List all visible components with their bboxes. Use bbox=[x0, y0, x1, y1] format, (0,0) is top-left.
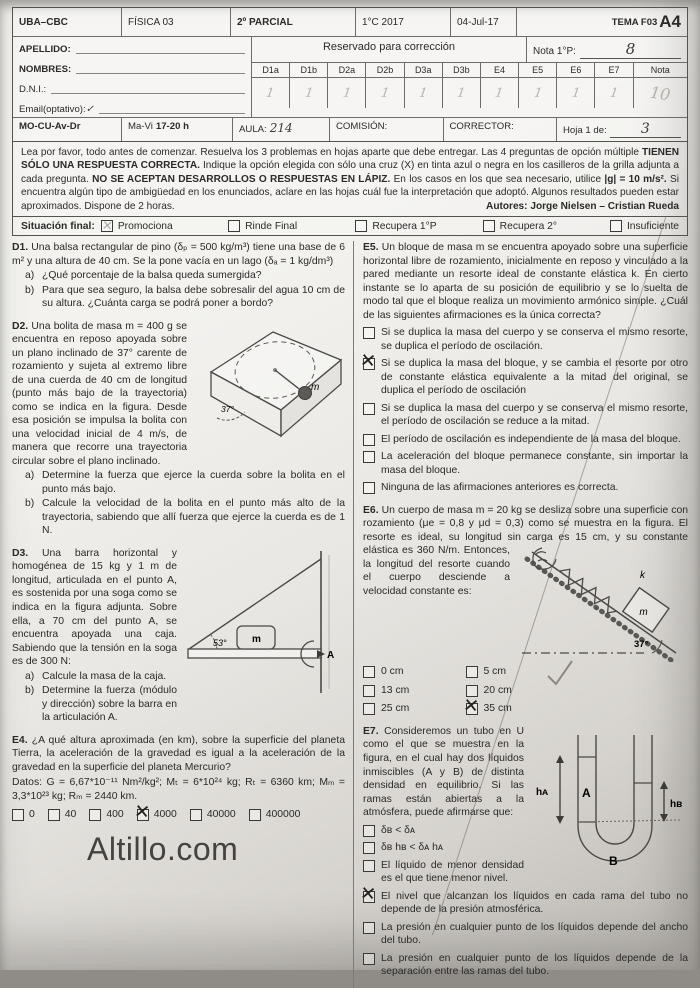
problem-d3 bbox=[12, 547, 345, 725]
e6-incline-spring-figure bbox=[516, 544, 688, 662]
grade-col: Nota bbox=[634, 63, 687, 78]
checkbox bbox=[190, 809, 202, 821]
e6-options bbox=[363, 665, 568, 716]
apellido-label: APELLIDO: bbox=[19, 44, 71, 55]
checkbox bbox=[483, 220, 495, 232]
grade-mark: 1 bbox=[532, 84, 543, 102]
dni-label: D.N.I.: bbox=[19, 84, 47, 95]
e4-option bbox=[48, 808, 77, 822]
e4-option bbox=[249, 808, 301, 822]
item-text: Para que sea seguro, la balsa debe sobresalir del agua 10 cm de su altura. ¿Cuánta carga se podrá poner a bordo? bbox=[42, 284, 345, 310]
problem-id: E4. bbox=[12, 734, 28, 746]
correction-area bbox=[252, 37, 687, 117]
e7-option bbox=[363, 952, 688, 979]
situacion-option-recupera-1p bbox=[355, 220, 482, 232]
option-text: Si se duplica la masa del cuerpo y se conserva el mismo resorte, el período de oscilación se reduce a la mitad. bbox=[381, 402, 688, 428]
problem-e5 bbox=[358, 241, 688, 495]
problem-id: D3. bbox=[12, 547, 29, 559]
tema-label: TEMA F03 bbox=[611, 16, 658, 28]
problem-item bbox=[25, 469, 345, 496]
grade-mark: 1 bbox=[570, 84, 581, 102]
hoja-cell bbox=[557, 118, 687, 141]
problem-text: Una bolita de masa m = 400 g se encuentra en reposo apoyada sobre un plano inclinado de 37° carente de rozamiento y sujeta al extremo libre de una cuerda de 40 cm de longitud (punto más bajo de la trayectoria) como se indica en la figura. Desde esa posición se impulsa la bolita con una velocidad inicial de 4 m/s, de manera que recorre una trayectoria circular sobre el plano inclinado. bbox=[12, 320, 188, 467]
option-label: 20 cm bbox=[483, 684, 512, 696]
checkbox bbox=[355, 220, 367, 232]
e4-option bbox=[12, 808, 35, 822]
checkbox bbox=[363, 434, 375, 446]
check-mark: ✕ bbox=[461, 695, 480, 718]
checkbox bbox=[363, 685, 375, 697]
grade-col: D2a bbox=[328, 63, 366, 78]
grade-col: D1a bbox=[252, 63, 290, 78]
problem-item bbox=[25, 670, 177, 684]
instructions-bold-2: NO SE ACEPTAN DESARROLLOS O RESPUESTAS EN LÁPIZ. bbox=[92, 173, 391, 185]
situacion-option-recupera-2 bbox=[483, 220, 610, 232]
d3-bar-rope-figure bbox=[183, 547, 345, 695]
grade-grid-header bbox=[252, 63, 687, 78]
item-marker: b) bbox=[25, 284, 35, 296]
horas-label: 17-20 h bbox=[155, 121, 189, 132]
checkbox bbox=[363, 703, 375, 715]
option-label: Insuficiente bbox=[626, 220, 680, 232]
grade-mark: 1 bbox=[418, 84, 429, 102]
check-mark: ✕ bbox=[101, 217, 114, 234]
problem-e7 bbox=[358, 725, 688, 979]
hoja-value: 3 bbox=[610, 121, 681, 138]
option-label: 40000 bbox=[206, 809, 236, 821]
grade-col: E4 bbox=[481, 63, 519, 78]
item-text: ¿Qué porcentaje de la balsa queda sumergida? bbox=[42, 270, 262, 282]
grade-col: E5 bbox=[519, 63, 557, 78]
exam-header bbox=[12, 7, 688, 142]
e6-option bbox=[363, 665, 466, 679]
option-label: 35 cm bbox=[483, 703, 512, 715]
situacion-option-promociona bbox=[101, 217, 228, 234]
two-column-body bbox=[12, 241, 688, 988]
grade-col: D3b bbox=[443, 63, 481, 78]
option-label: 0 bbox=[29, 809, 35, 821]
grade-col: E6 bbox=[557, 63, 595, 78]
turno-label: MO-CU-Av-Dr bbox=[13, 118, 122, 141]
problem-item bbox=[25, 497, 345, 538]
gravity-value: |g| = 10 m/s². bbox=[604, 173, 667, 185]
angle-label: 53° bbox=[213, 637, 227, 648]
problem-text: Un bloque de masa m se encuentra apoyado sobre una superficie horizontal libre de rozamiento, inicialmente en reposo y vinculado a la pared mediante un resorte ideal de constante elástica k. En cierto instante se lo aparta de su posición de equilibrio y se lo suelta de modo tal que el bloque realiza un movimiento armónico simple. ¿Cuál de las siguientes afirmaciones es la única correcta? bbox=[363, 242, 688, 321]
option-label: Promociona bbox=[117, 220, 173, 232]
e4-option bbox=[190, 808, 236, 822]
e7-option bbox=[363, 859, 524, 886]
nombres-label: NOMBRES: bbox=[19, 64, 72, 75]
liquid-b-label: B bbox=[609, 853, 618, 868]
item-text: Calcule la velocidad de la bolita en el punto más alto de la trayectoria, sabiendo que allí fuerza que ejerce la cuerda es de 1 N. bbox=[42, 498, 345, 537]
checkbox bbox=[363, 482, 375, 494]
liquid-a-label: A bbox=[582, 785, 591, 800]
grade-col: D2b bbox=[366, 63, 404, 78]
grade-total-mark: 10 bbox=[648, 82, 672, 104]
e6-option bbox=[461, 695, 569, 718]
aula-value: 214 bbox=[269, 121, 293, 135]
exam-date: 04-Jul-17 bbox=[451, 8, 517, 36]
header-bottom-row bbox=[13, 117, 687, 141]
grade-mark: 1 bbox=[608, 84, 620, 102]
grade-col: E7 bbox=[595, 63, 633, 78]
item-text: Determine la fuerza (módulo y dirección) sobre la barra en la articulación A. bbox=[42, 685, 177, 724]
reservado-label: Reservado para corrección bbox=[252, 37, 527, 62]
student-fields bbox=[13, 37, 252, 117]
e7-u-tube-figure bbox=[530, 725, 688, 875]
course-label: FÍSICA 03 bbox=[122, 8, 231, 36]
left-column bbox=[12, 241, 353, 988]
e5-option bbox=[363, 481, 688, 495]
option-text: El líquido de menor densidad es el que tiene menor nivel. bbox=[381, 859, 524, 885]
item-text: Determine la fuerza que ejerce la cuerda sobre la bolita en el punto más bajo. bbox=[42, 470, 345, 495]
dias-label: Ma-Vi bbox=[128, 121, 153, 132]
item-marker: b) bbox=[25, 498, 35, 510]
checkbox bbox=[48, 809, 60, 821]
checkbox bbox=[363, 953, 375, 965]
e6-option bbox=[363, 684, 466, 698]
e4-datos: Datos: G = 6,67*10⁻¹¹ Nm²/kg²; Mₜ = 6*10²⁴ kg; Rₜ = 6360 km; Mₘ = 3,3*10²³ kg; Rₘ = 2440 km. bbox=[12, 777, 345, 802]
instructions-text: En los casos en los que sea necesario, utilice bbox=[390, 173, 605, 185]
option-label: Rinde Final bbox=[245, 220, 298, 232]
checkbox bbox=[363, 860, 375, 872]
check-mark: ✕ bbox=[358, 882, 377, 906]
checkbox bbox=[363, 922, 375, 934]
angle-label: 37° bbox=[221, 403, 234, 414]
checkbox bbox=[363, 842, 375, 854]
exam-type-label: 2º PARCIAL bbox=[231, 8, 356, 36]
altillo-watermark: Altillo.com bbox=[87, 830, 239, 867]
check-mark: ✕ bbox=[358, 350, 377, 374]
corrector-label: CORRECTOR: bbox=[444, 118, 558, 141]
e5-option bbox=[358, 350, 688, 398]
instructions-text: Si encuentra algún tipo de ambigüedad en los enunciados, aclare en las hojas cuál fue la interpretación que adoptó. Algunos resultados pueden estar aproximados. Dispone de 2 horas. bbox=[21, 173, 679, 212]
option-label: 4000 bbox=[153, 809, 177, 821]
e5-option bbox=[363, 450, 688, 477]
problem-text: Un cuerpo de masa m = 20 kg se desliza sobre una superficie con rozamiento (μe = 0,8 y μd = 0,3) como se muestra en la figura. El resorte es ideal, su longitud sin carga es 15 cm, y bbox=[363, 504, 688, 543]
problem-d1 bbox=[12, 241, 345, 311]
checkbox bbox=[363, 666, 375, 678]
e6-option bbox=[466, 665, 569, 679]
item-marker: a) bbox=[25, 470, 35, 482]
checkbox bbox=[249, 809, 261, 821]
d2-inclined-plane-figure bbox=[193, 320, 345, 446]
problem-item bbox=[25, 284, 345, 311]
e5-option bbox=[363, 433, 688, 447]
problem-d2 bbox=[12, 320, 345, 538]
problem-text: ¿A qué altura aproximada (en km), sobre la superficie del planeta Tierra, la aceleración de la gravedad es igual a la aceleración de la gravedad en la superficie del planeta Mercurio? bbox=[12, 734, 345, 773]
option-text: Si se duplica la masa del cuerpo y se conserva el mismo resorte, se duplica el período de oscilación. bbox=[381, 327, 688, 352]
checkbox bbox=[101, 217, 114, 234]
option-text: El nivel que alcanzan los líquidos en cada rama del tubo no depende de la presión atmosférica. bbox=[381, 890, 688, 916]
e6-option bbox=[363, 702, 466, 716]
option-text: Si se duplica la masa del bloque, y se cambia el resorte por otro de constante elástica equivalente a la mitad del original, se duplica el período de oscilación bbox=[381, 358, 688, 397]
nota-1p-label: Nota 1°P: bbox=[533, 46, 576, 57]
e7-option bbox=[363, 824, 524, 838]
checkbox bbox=[89, 809, 101, 821]
grade-mark: 1 bbox=[456, 84, 467, 102]
problem-e4 bbox=[12, 734, 345, 822]
e7-option bbox=[358, 882, 688, 917]
option-text: La presión en cualquier punto de los líquidos depende del ancho del tubo. bbox=[381, 921, 688, 947]
checkbox bbox=[358, 882, 377, 906]
situacion-option-rinde-final bbox=[228, 220, 355, 232]
problem-item bbox=[25, 684, 177, 725]
comision-label: COMISIÓN: bbox=[330, 118, 444, 141]
mass-label: m bbox=[252, 633, 261, 645]
problem-id: E6. bbox=[363, 504, 379, 516]
instructions-text: Lea por favor, todo antes de comenzar. Resuelva los 3 problemas en hojas aparte que debe entregar. Las 4 preguntas de opción múltiple bbox=[21, 147, 642, 158]
spring-constant-label: k bbox=[640, 570, 645, 582]
aula-label: AULA: bbox=[239, 124, 267, 135]
instructions-bold-1: TIENEN SÓLO UNA RESPUESTA CORRECTA. bbox=[21, 147, 679, 172]
grade-col: D3a bbox=[405, 63, 443, 78]
problem-text: Consideremos un tubo en U como el que se muestra en la figura, en el cual hay dos líquidos inmiscibles (A y B) de distinta densidad en equilibrio. Si las ramas están abiertas a la atmósfera, puede afirmarse que: bbox=[363, 725, 524, 819]
option-label: 13 cm bbox=[381, 684, 410, 696]
checkbox bbox=[363, 451, 375, 463]
option-text: La aceleración del bloque permanece constante, sin importar la masa del bloque. bbox=[381, 451, 688, 476]
option-label: 400 bbox=[106, 809, 124, 821]
option-label: Recupera 1°P bbox=[372, 220, 437, 232]
problem-text: Una balsa rectangular de pino (δₚ = 500 kg/m³) tiene una base de 6 m² y una altura de 40 cm. Se la pone vacía en un lago (δₐ = 1 kg/dm³) bbox=[12, 242, 345, 267]
joint-label: A bbox=[327, 649, 335, 661]
checkbox bbox=[228, 220, 240, 232]
option-text: La presión en cualquier punto de los líquidos depende de la separación entre las ramas del tubo. bbox=[381, 952, 688, 978]
mass-label: m bbox=[639, 607, 648, 619]
problem-e6 bbox=[363, 504, 688, 716]
grade-col: D1b bbox=[290, 63, 328, 78]
e4-options bbox=[12, 801, 345, 824]
problem-id: D2. bbox=[12, 320, 29, 332]
dni-row bbox=[13, 77, 251, 97]
header-title-row bbox=[13, 8, 687, 37]
email-label: Email(optativo): bbox=[19, 104, 86, 115]
reservado-row bbox=[252, 37, 687, 63]
option-label: 25 cm bbox=[381, 703, 410, 715]
situacion-label: Situación final: bbox=[21, 220, 95, 232]
aula-cell bbox=[233, 118, 330, 141]
option-text: δʙ hʙ < δᴀ hᴀ bbox=[381, 842, 444, 854]
exam-page bbox=[12, 7, 688, 988]
option-label: 400000 bbox=[265, 809, 301, 821]
nombres-row bbox=[13, 57, 251, 77]
situacion-final-row bbox=[12, 217, 688, 236]
grade-grid-marks bbox=[252, 78, 687, 108]
problem-id: E5. bbox=[363, 242, 379, 254]
university-label: UBA–CBC bbox=[13, 8, 122, 36]
nota-1p-cell bbox=[527, 37, 687, 62]
option-label: Recupera 2° bbox=[499, 220, 558, 232]
option-text: El período de oscilación es independiente de la masa del bloque. bbox=[381, 433, 681, 445]
mass-label: m bbox=[311, 381, 320, 393]
instructions-text: Indique la opción elegida con sólo una cruz (X) en tinta azul o negra en los casilleros de la grilla adjunta a cada pregunta. bbox=[21, 160, 679, 185]
checkbox bbox=[610, 220, 622, 232]
checkbox bbox=[461, 695, 480, 718]
nota-1p-value: 8 bbox=[580, 40, 681, 59]
email-row bbox=[13, 97, 251, 117]
tema-cell bbox=[517, 8, 687, 36]
grade-mark: 1 bbox=[494, 84, 505, 102]
check-mark: ✕ bbox=[132, 801, 151, 824]
problem-item bbox=[25, 269, 345, 283]
problem-text: su constante elástica es 360 N/m. Entonces, la longitud del resorte cuando el cuerpo desciende a velocidad constante es: bbox=[363, 531, 688, 597]
e5-option bbox=[363, 402, 688, 429]
grade-mark: 1 bbox=[265, 84, 276, 102]
item-marker: a) bbox=[25, 270, 35, 282]
angle-label: 37° bbox=[634, 639, 649, 651]
right-column bbox=[353, 241, 688, 988]
dias-horas-cell bbox=[122, 118, 233, 141]
e7-option bbox=[363, 841, 524, 855]
problem-text: Una barra horizontal y homogénea de 15 kg y 1 m de longitud, articulada en el punto A, es sostenida por una soga como se indica en la figura adjunta. Sobre ella, a 70 cm del punto A, se encuentra apoyada una caja. Sabiendo que la tensión en la soga es de 300 N: bbox=[12, 547, 178, 668]
checkbox bbox=[12, 809, 24, 821]
item-marker: a) bbox=[25, 670, 35, 682]
e4-option bbox=[132, 801, 177, 824]
option-label: 40 bbox=[64, 809, 77, 821]
grade-mark: 1 bbox=[341, 84, 353, 102]
option-label: 5 cm bbox=[483, 666, 507, 678]
situacion-option-insuficiente bbox=[610, 220, 679, 232]
e5-option bbox=[363, 326, 688, 353]
option-label: 0 cm bbox=[381, 666, 404, 678]
height-a-label: hᴀ bbox=[536, 786, 548, 798]
item-marker: b) bbox=[25, 685, 35, 697]
instructions-block bbox=[12, 142, 688, 217]
checkbox bbox=[132, 801, 151, 824]
grade-mark: 1 bbox=[303, 84, 314, 102]
grade-mark: 1 bbox=[379, 84, 391, 102]
checkbox bbox=[358, 350, 377, 374]
checkbox bbox=[466, 666, 478, 678]
email-handwritten-mark: ✓ bbox=[85, 104, 95, 115]
authors-credit: Autores: Jorge Nielsen – Cristian Rueda bbox=[486, 200, 679, 212]
term-label: 1°C 2017 bbox=[356, 8, 451, 36]
e4-option bbox=[89, 808, 123, 822]
hoja-label: Hoja 1 de: bbox=[563, 125, 607, 136]
checkbox bbox=[363, 825, 375, 837]
e6-option bbox=[466, 684, 569, 698]
option-text: δʙ < δᴀ bbox=[381, 824, 416, 836]
height-b-label: hʙ bbox=[670, 798, 683, 810]
problem-id: E7. bbox=[363, 725, 379, 737]
option-text: Ninguna de las afirmaciones anteriores es correcta. bbox=[381, 482, 619, 494]
checkbox bbox=[363, 327, 375, 339]
checkbox bbox=[363, 403, 375, 415]
item-text: Calcule la masa de la caja. bbox=[42, 670, 167, 682]
e7-option bbox=[363, 921, 688, 948]
apellido-row bbox=[13, 37, 251, 57]
problem-id: D1. bbox=[12, 242, 29, 254]
header-middle bbox=[13, 37, 687, 117]
tema-code: A4 bbox=[659, 12, 681, 31]
